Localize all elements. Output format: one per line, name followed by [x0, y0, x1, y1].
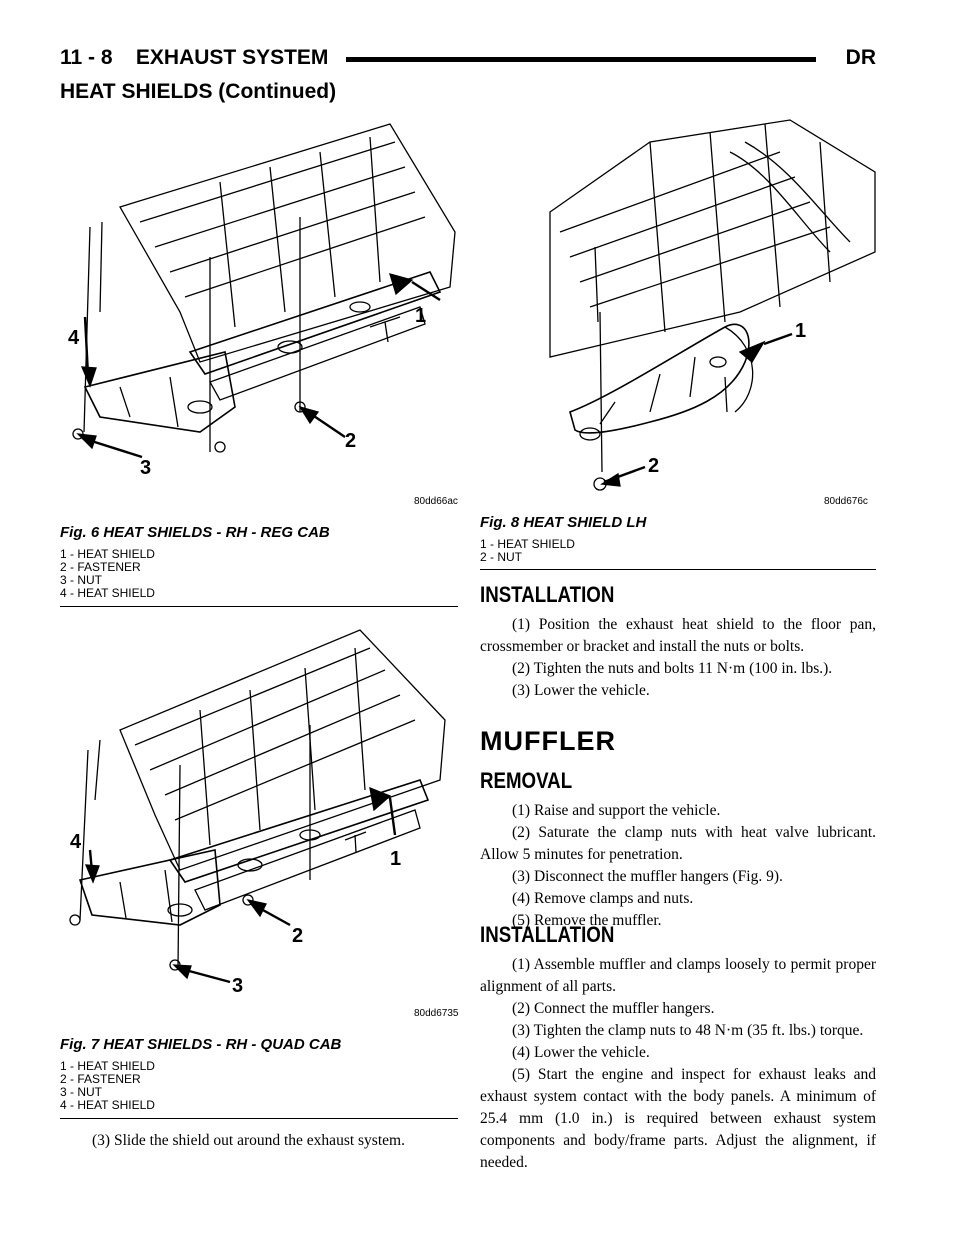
installation-step: (1) Assemble muffler and clamps loosely to permit proper alignment of all parts.	[480, 956, 876, 995]
fig7-callout-3: 3	[232, 975, 244, 997]
page-header	[60, 46, 876, 76]
removal-step: (5) Remove the muffler.	[512, 912, 662, 929]
fig8-illustration	[530, 112, 890, 492]
removal-step-3: (3) Slide the shield out around the exhaust system.	[92, 1132, 405, 1149]
fig7-callout-2: 2	[292, 925, 304, 947]
legend-item: 2 - FASTENER	[60, 1072, 141, 1086]
fig7-code: 80dd6735	[414, 1008, 459, 1019]
installation-step: (3) Lower the vehicle.	[512, 682, 650, 699]
legend-item: 2 - FASTENER	[60, 560, 141, 574]
fig7-callout-1: 1	[390, 848, 402, 870]
installation-heading: INSTALLATION	[480, 582, 615, 607]
fig8-legend	[480, 538, 575, 564]
fig6-rule	[60, 606, 458, 607]
continued-heading: HEAT SHIELDS (Continued)	[60, 80, 337, 103]
installation-step: (5) Start the engine and inspect for exhaust leaks and exhaust system contact with the body panels. A minimum of 25.4 mm (1.0 in.) is required between exhaust system components and body/frame parts. Adjust the alignment, if needed.	[480, 1066, 876, 1171]
installation-step: (2) Connect the muffler hangers.	[512, 1000, 715, 1017]
fig7-illustration	[60, 620, 470, 1000]
fig8-rule	[480, 569, 876, 570]
installation-step: (4) Lower the vehicle.	[512, 1044, 650, 1061]
fig6-illustration	[60, 112, 470, 492]
installation-step: (2) Tighten the nuts and bolts 11 N·m (100 in. lbs.).	[512, 660, 833, 677]
legend-item: 1 - HEAT SHIELD	[60, 1059, 155, 1073]
header-rule	[346, 57, 816, 62]
removal-steps	[480, 800, 876, 932]
fig7-rule	[60, 1118, 458, 1119]
removal-step: (4) Remove clamps and nuts.	[512, 890, 694, 907]
fig6-legend	[60, 548, 155, 600]
removal-step: (2) Saturate the clamp nuts with heat valve lubricant. Allow 5 minutes for penetration.	[480, 824, 876, 863]
muffler-installation-steps	[480, 954, 876, 1174]
fig6-callout-2: 2	[345, 430, 357, 452]
muffler-installation-heading: INSTALLATION	[480, 922, 615, 947]
legend-item: 3 - NUT	[60, 1085, 102, 1099]
page-number-section: 11 - 8 EXHAUST SYSTEM	[60, 46, 329, 69]
fig8-callout-2: 2	[648, 455, 660, 477]
removal-heading: REMOVAL	[480, 768, 573, 793]
fig6-callout-4: 4	[68, 327, 80, 349]
legend-item: 4 - HEAT SHIELD	[60, 586, 155, 600]
fig8-title: Fig. 8 HEAT SHIELD LH	[480, 514, 647, 531]
fig8-callout-1: 1	[795, 320, 807, 342]
legend-item: 1 - HEAT SHIELD	[60, 547, 155, 561]
model-code: DR	[845, 46, 876, 69]
fig6-title: Fig. 6 HEAT SHIELDS - RH - REG CAB	[60, 524, 330, 541]
fig8-code: 80dd676c	[824, 496, 868, 507]
legend-item: 2 - NUT	[480, 550, 522, 564]
legend-item: 3 - NUT	[60, 573, 102, 587]
fig7-callout-4: 4	[70, 831, 82, 853]
fig7-title: Fig. 7 HEAT SHIELDS - RH - QUAD CAB	[60, 1036, 342, 1053]
installation-steps	[480, 614, 876, 702]
fig6-callout-3: 3	[140, 457, 152, 479]
removal-step: (3) Disconnect the muffler hangers (Fig. 9).	[512, 868, 783, 885]
muffler-heading: MUFFLER	[480, 726, 616, 756]
fig7-legend	[60, 1060, 155, 1112]
fig6-code: 80dd66ac	[414, 496, 458, 507]
legend-item: 1 - HEAT SHIELD	[480, 537, 575, 551]
installation-step: (3) Tighten the clamp nuts to 48 N·m (35 ft. lbs.) torque.	[512, 1022, 864, 1039]
legend-item: 4 - HEAT SHIELD	[60, 1098, 155, 1112]
fig6-callout-1: 1	[415, 305, 427, 327]
removal-step: (1) Raise and support the vehicle.	[512, 802, 721, 819]
installation-step: (1) Position the exhaust heat shield to the floor pan, crossmember or bracket and install the nuts or bolts.	[480, 616, 876, 655]
